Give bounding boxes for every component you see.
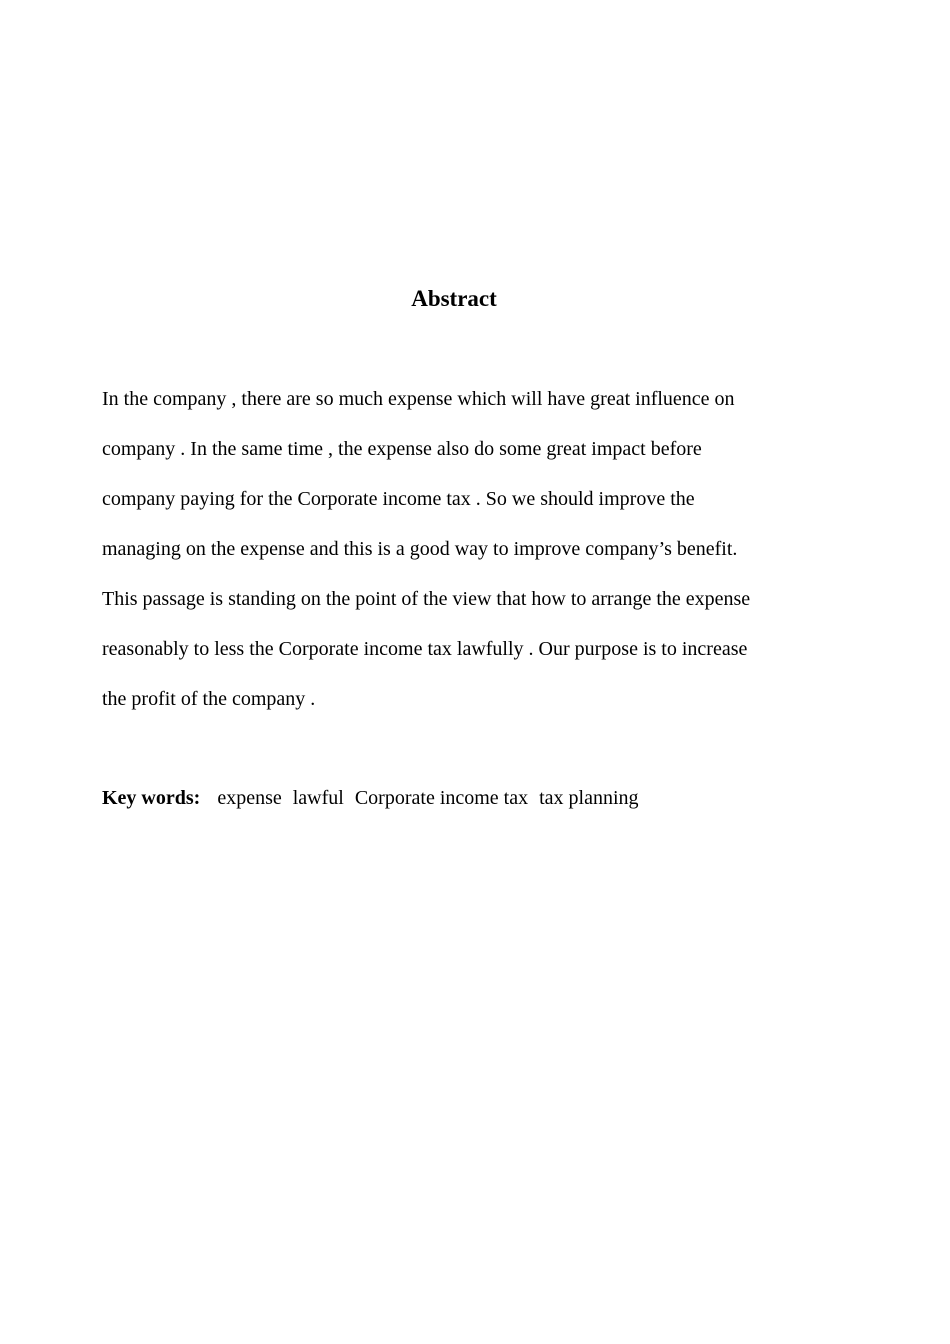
keyword: lawful <box>292 787 344 809</box>
body-line: In the company , there are so much expense which will have great influence on <box>102 388 735 410</box>
body-line: company paying for the Corporate income tax . So we should improve the <box>102 488 695 510</box>
body-line: the profit of the company . <box>102 688 316 710</box>
keyword: tax planning <box>539 787 639 809</box>
body-line: managing on the expense and this is a good way to improve company’s benefit. <box>102 538 738 560</box>
abstract-title: Abstract <box>411 286 497 311</box>
keywords-line <box>102 783 639 813</box>
body-line: company . In the same time , the expense also do some great impact before <box>102 438 702 460</box>
body-line: reasonably to less the Corporate income tax lawfully . Our purpose is to increase <box>102 638 748 660</box>
keyword: Corporate income tax <box>354 787 529 809</box>
abstract-body <box>102 384 862 734</box>
keywords-label: Key words: <box>102 787 201 809</box>
keyword: expense <box>217 787 282 809</box>
body-line: This passage is standing on the point of the view that how to arrange the expense <box>102 588 751 610</box>
